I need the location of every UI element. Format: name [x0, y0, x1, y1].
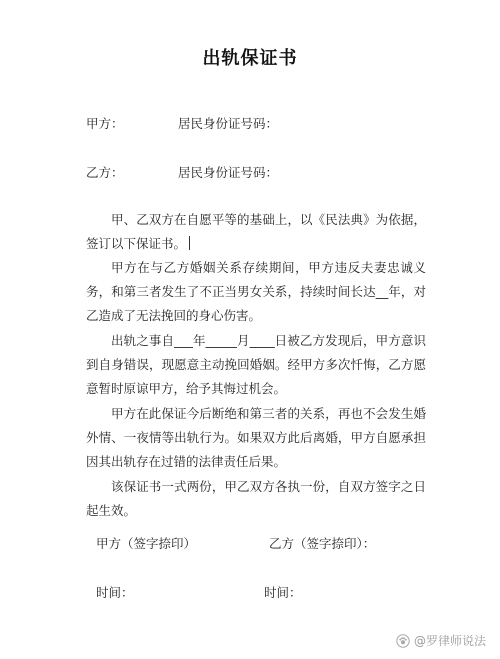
party-a-signature: 甲方（签字捺印） [96, 536, 197, 551]
paragraph-guarantee: 甲方在此保证今后断绝和第三者的关系，再也不会发生婚外情、一夜情等出轨行为。如果双方此后离婚，甲方自愿承担因其出轨存在过错的法律责任后果。 [86, 406, 426, 469]
paragraph-discovery: 出轨之事自___年_____月____日被乙方发现后，甲方意识到自身错误，现愿意主动挽回婚姻。经甲方多次忏悔，乙方愿意暂时原谅甲方，给予其悔过机会。 [86, 333, 426, 396]
paragraph-affair: 甲方在与乙方婚姻关系存续期间，甲方违反夫妻忠诚义务，和第三者发生了不正当男女关系，持续时间长达__年，对乙造成了无法挽回的身心伤害。 [86, 260, 426, 323]
party-b-label: 乙方： [86, 165, 124, 180]
document-title: 出轨保证书 [202, 48, 298, 69]
watermark [396, 632, 486, 649]
paw-logo-icon [396, 634, 410, 648]
party-b-signature: 乙方（签字捺印）： [269, 536, 376, 551]
party-a-id-label: 居民身份证号码： [178, 116, 279, 131]
party-b-id-label: 居民身份证号码： [178, 165, 279, 180]
party-b-time: 时间： [264, 585, 302, 600]
paragraph-intro [86, 208, 426, 256]
watermark-text: @罗律师说法 [413, 634, 486, 648]
paragraph-effective: 该保证书一式两份，甲乙双方各执一份，自双方签字之日起生效。 [86, 479, 426, 518]
party-a-label: 甲方： [86, 116, 124, 131]
party-b-row [86, 163, 279, 181]
party-a-row [86, 114, 279, 132]
text-cursor [189, 236, 190, 250]
party-a-time: 时间： [96, 585, 134, 600]
paragraph-intro-text: 甲、乙双方在自愿平等的基础上，以《民法典》为依据，签订以下保证书。 [86, 212, 426, 251]
